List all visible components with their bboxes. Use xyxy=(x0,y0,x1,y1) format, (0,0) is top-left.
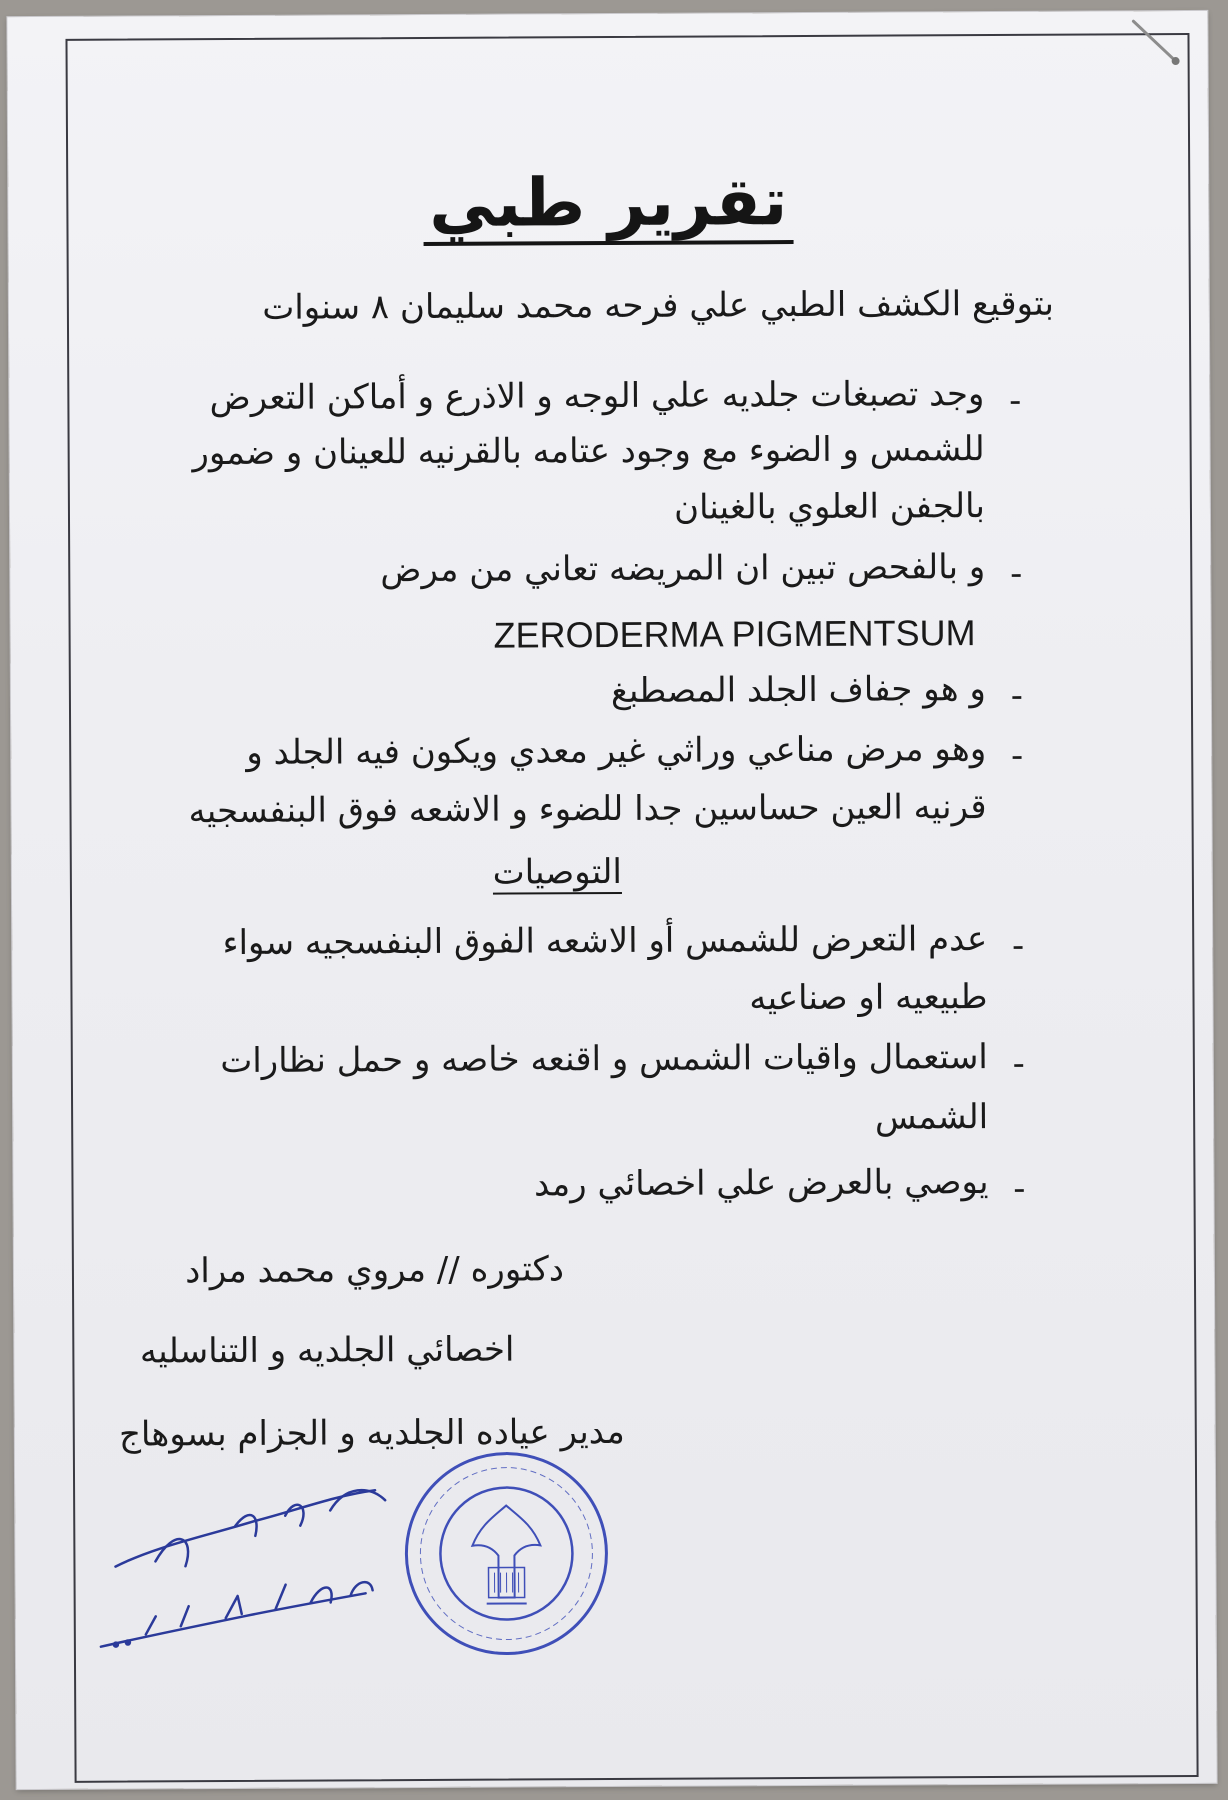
finding-4-line-1: وهو مرض مناعي وراثي غير معدي ويكون فيه الجلد و xyxy=(246,729,987,773)
bullet-marker: - xyxy=(1012,1043,1025,1084)
diagnosis-latin: ZERODERMA PIGMENTSUM xyxy=(493,612,976,656)
page-title: تقرير طبي xyxy=(8,161,1208,244)
paper-sheet xyxy=(7,11,1216,1789)
finding-4-line-2: قرنيه العين حساسين جدا للضوء و الاشعه فوق البنفسجيه xyxy=(188,787,987,832)
recommendation-3-line-1: يوصي بالعرض علي اخصائي رمد xyxy=(533,1162,989,1205)
pin-icon xyxy=(1125,15,1185,75)
bullet-marker: - xyxy=(1013,1168,1026,1209)
recommendation-2-line-1: استعمال واقيات الشمس و اقنعه خاصه و حمل نظارات xyxy=(220,1037,988,1082)
intro-line: بتوقيع الكشف الطبي علي فرحه محمد سليمان ٨ سنوات xyxy=(262,283,1054,328)
doctor-position: مدير عياده الجلديه و الجزام بسوهاج xyxy=(118,1411,625,1455)
recommendation-2-line-2: الشمس xyxy=(874,1097,989,1138)
bullet-marker: - xyxy=(1009,380,1022,421)
bullet-marker: - xyxy=(1011,925,1025,966)
bullet-marker: - xyxy=(1010,735,1024,776)
recommendation-1-line-1: عدم التعرض للشمس أو الاشعه الفوق البنفسجيه سواء xyxy=(222,919,988,964)
finding-1-line-1: وجد تصبغات جلديه علي الوجه و الاذرع و أماكن التعرض xyxy=(209,374,985,419)
recommendations-heading: التوصيات xyxy=(492,851,622,893)
doctor-specialty: اخصائي الجلديه و التناسليه xyxy=(139,1329,515,1372)
bullet-marker: - xyxy=(1009,553,1023,594)
finding-1-line-3: بالجفن العلوي بالغينان xyxy=(673,486,986,528)
handwritten-signature xyxy=(85,1465,426,1657)
finding-2-line-1: و بالفحص تبين ان المريضه تعاني من مرض xyxy=(380,547,986,591)
finding-3-line-1: و هو جفاف الجلد المصطبغ xyxy=(610,669,987,712)
bullet-marker: - xyxy=(1010,675,1024,716)
doctor-name: دكتوره // مروي محمد مراد xyxy=(185,1249,565,1292)
official-stamp xyxy=(400,1447,613,1660)
finding-1-line-2: للشمس و الضوء مع وجود عتامه بالقرنيه للعينان و ضمور xyxy=(192,429,985,474)
recommendation-1-line-2: طبيعيه او صناعيه xyxy=(749,977,988,1019)
